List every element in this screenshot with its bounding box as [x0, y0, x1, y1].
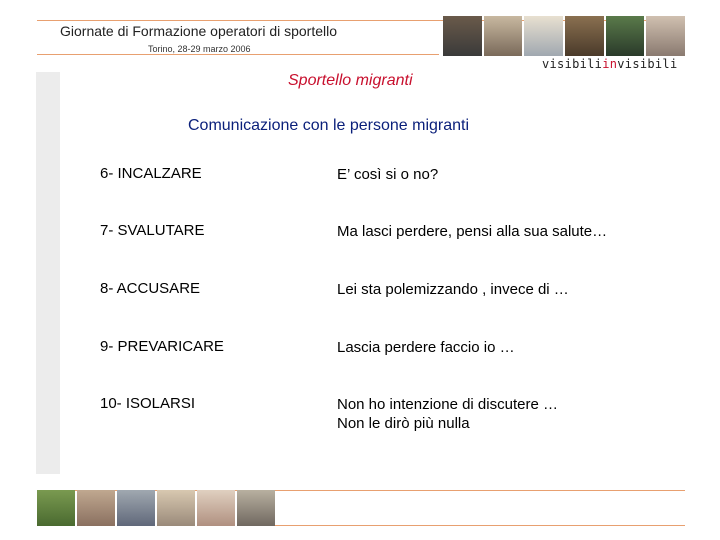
- header-photo-strip: [443, 16, 685, 56]
- row-label: 7- SVALUTARE: [100, 222, 205, 239]
- row-text: Ma lasci perdere, pensi alla sua salute…: [337, 223, 608, 240]
- footer-photo: [77, 490, 115, 526]
- header-photo: [606, 16, 645, 56]
- brand-logo: visibiliinvisibili: [542, 57, 678, 71]
- row-text-line: Non le dirò più nulla: [337, 415, 470, 432]
- left-sidebar-band: [36, 72, 60, 474]
- header-photo: [646, 16, 685, 56]
- row-label: 10- ISOLARSI: [100, 395, 196, 412]
- footer-photo: [237, 490, 275, 526]
- row-text: Lascia perdere faccio io …: [337, 339, 515, 356]
- header-subtitle: Torino, 28-29 marzo 2006: [148, 44, 251, 54]
- header-photo: [443, 16, 482, 56]
- footer-photo: [37, 490, 75, 526]
- row-text: Lei sta polemizzando , invece di …: [337, 281, 569, 298]
- row-text-line: Non ho intenzione di discutere …: [337, 396, 558, 413]
- header-photo: [565, 16, 604, 56]
- section-title: Sportello migranti: [288, 72, 413, 89]
- row-label: 6- INCALZARE: [100, 165, 202, 182]
- row-text: E’ così si o no?: [337, 166, 439, 183]
- header-title: Giornate di Formazione operatori di sportello: [60, 23, 338, 39]
- row-text: [337, 395, 558, 433]
- footer-photo: [117, 490, 155, 526]
- row-label: 9- PREVARICARE: [100, 338, 224, 355]
- footer-photo-strip: [37, 490, 275, 526]
- footer-photo: [157, 490, 195, 526]
- footer-rule-long: [275, 525, 685, 526]
- slide-heading: Comunicazione con le persone migranti: [188, 117, 470, 134]
- header-rule-short: [37, 54, 439, 55]
- header-photo: [484, 16, 523, 56]
- footer-photo: [197, 490, 235, 526]
- header-photo: [524, 16, 563, 56]
- row-label: 8- ACCUSARE: [100, 280, 201, 297]
